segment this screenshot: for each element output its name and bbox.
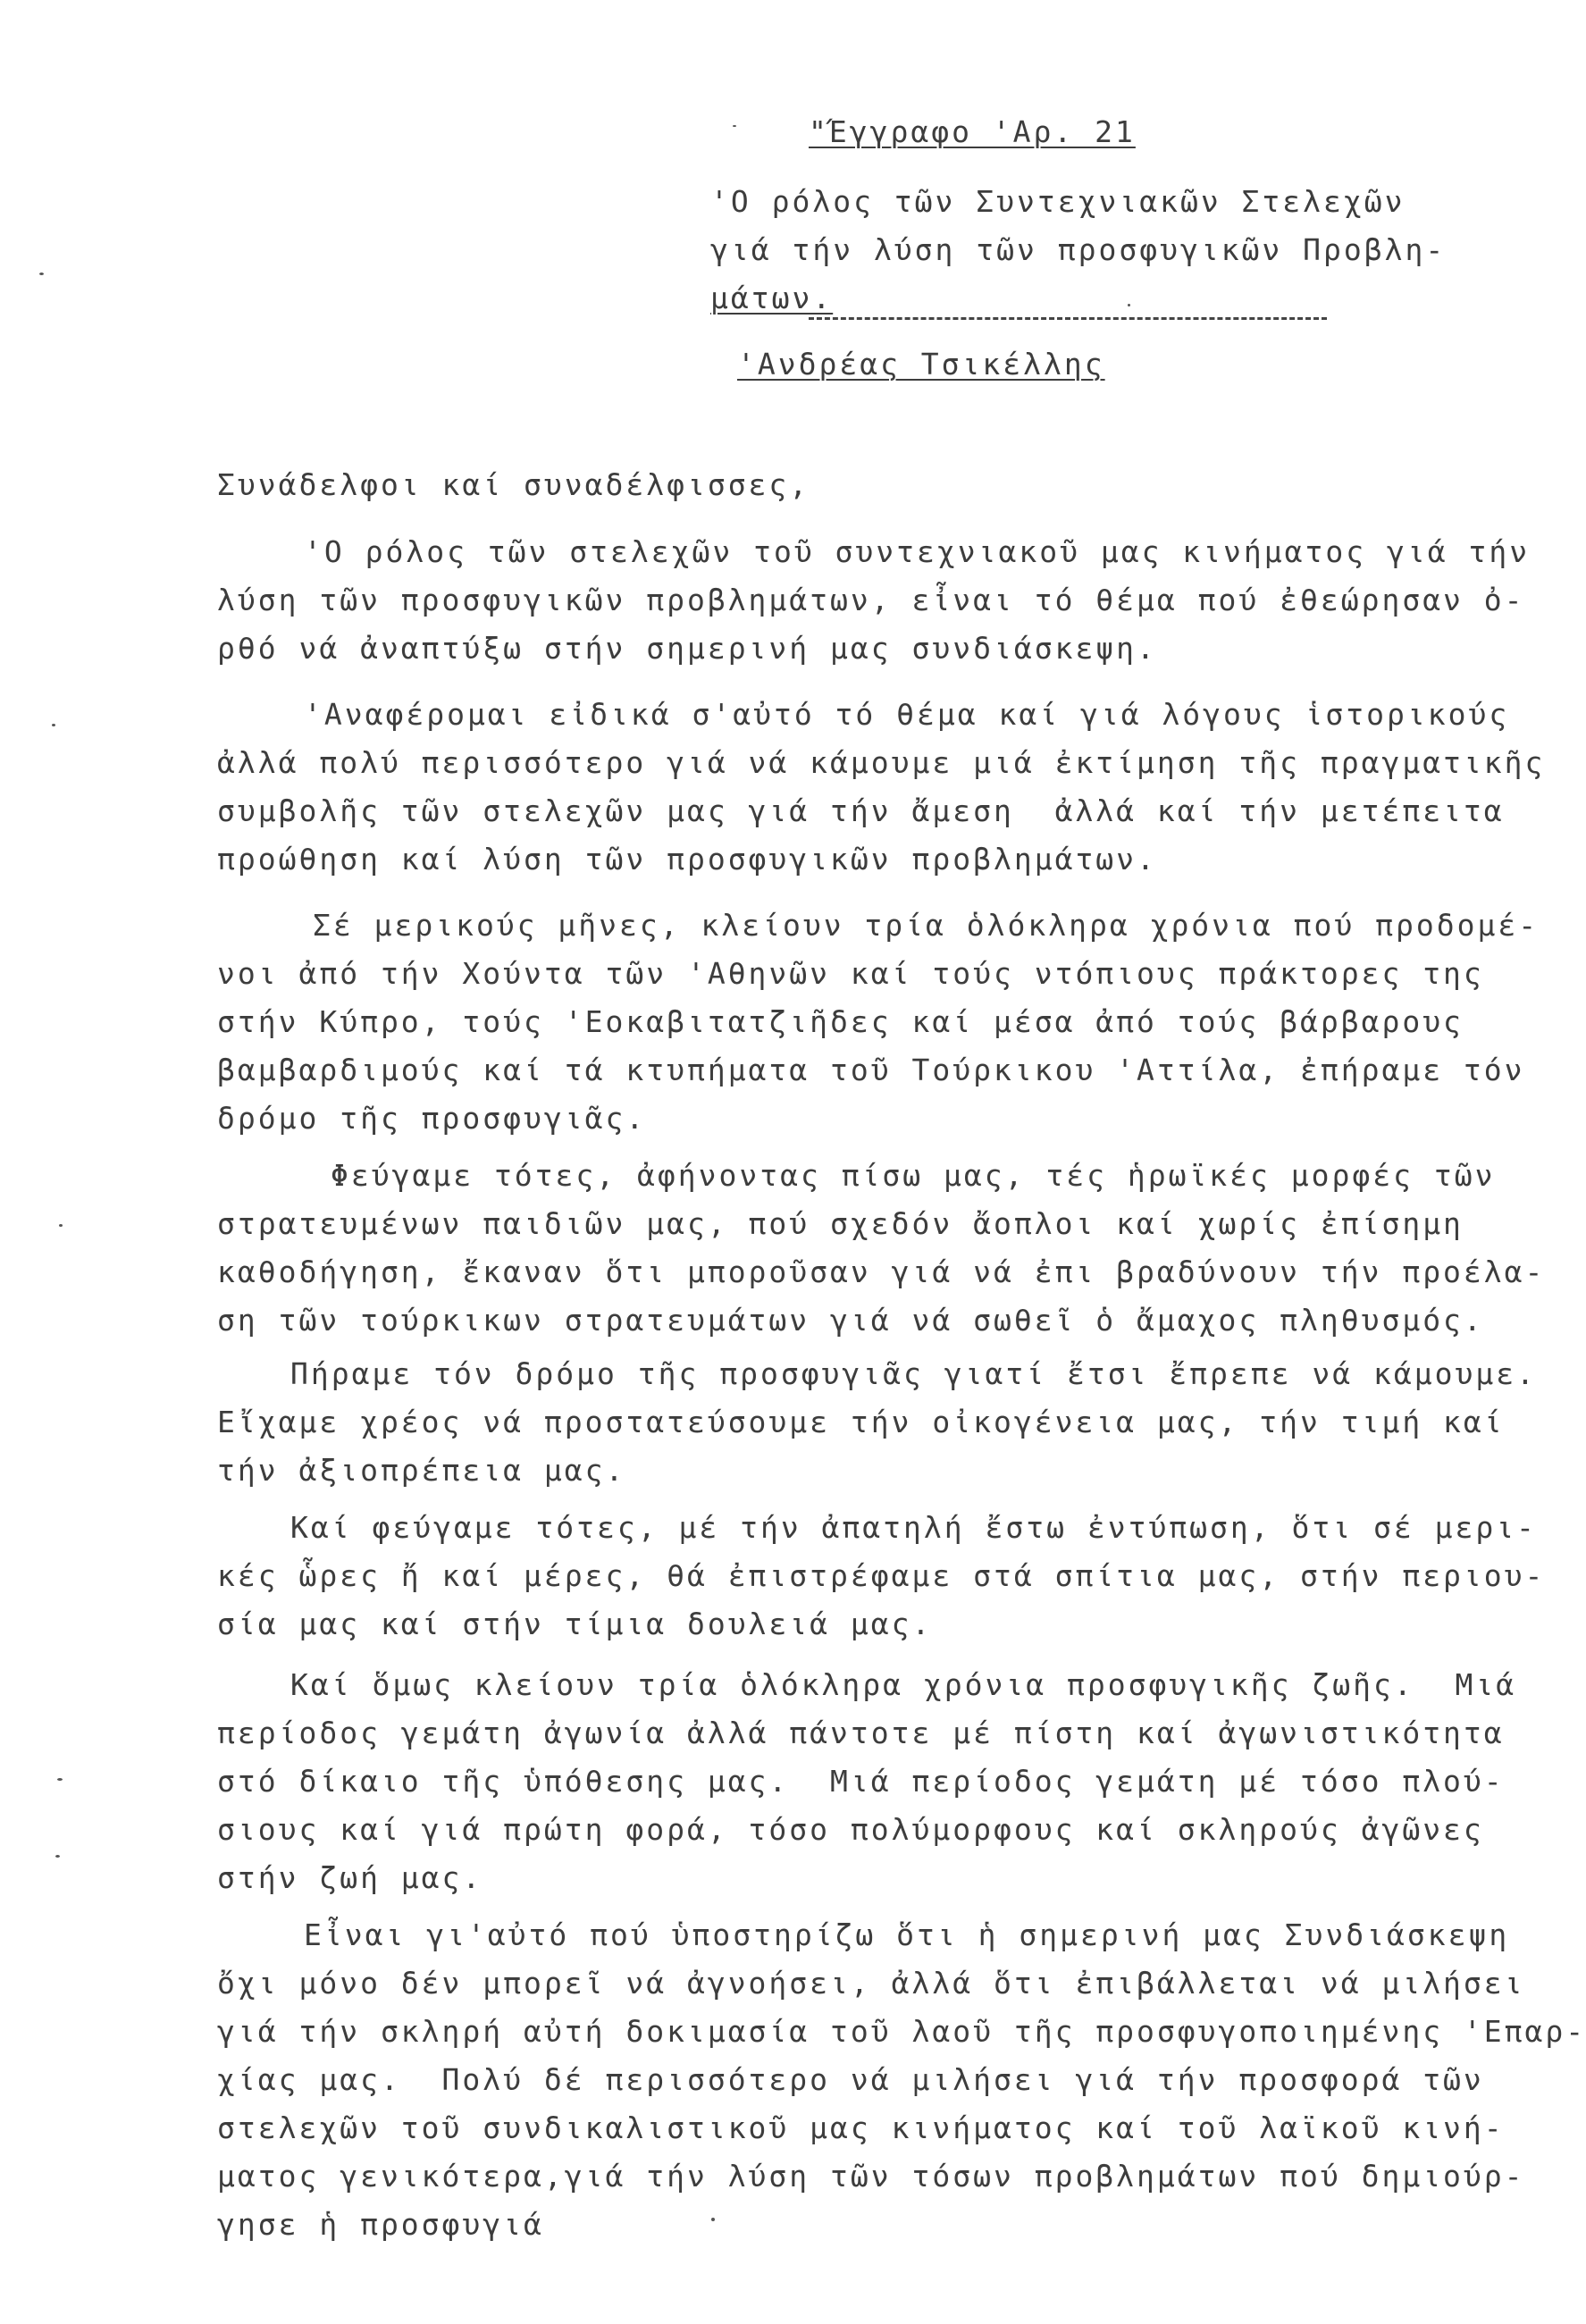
scan-speck — [55, 1855, 60, 1858]
document-title-line-3: μάτων. — [710, 281, 834, 315]
paragraph-1-line-1: 'Ο ρόλος τῶν στελεχῶν τοῦ συντεχνιακοῦ μας κινήματος γιά τήν — [304, 534, 1531, 569]
paragraph-8-line-4: χίας μας. Πολύ δέ περισσότερο νά μιλήσει γιά τήν προσφορά τῶν — [217, 2062, 1484, 2097]
scan-speck — [57, 1778, 63, 1781]
paragraph-7-line-5: στήν ζωή μας. — [217, 1860, 483, 1895]
document-title-line-2: γιά τήν λύση τῶν προσφυγικῶν Προβλη- — [710, 232, 1447, 267]
title-underline-rule — [809, 317, 1327, 320]
paragraph-8-line-5: στελεχῶν τοῦ συνδικαλιστικοῦ μας κινήματος καί τοῦ λαϊκοῦ κινή- — [217, 2110, 1505, 2145]
paragraph-3-line-4: βαμβαρδιμούς καί τά κτυπήματα τοῦ Τούρκικου 'Αττίλα, ἐπήραμε τόν — [217, 1053, 1525, 1087]
paragraph-2-line-1: 'Αναφέρομαι εἰδικά σ'αὐτό τό θέμα καί γιά λόγους ἱστορικούς — [304, 697, 1510, 732]
paragraph-8-line-3: γιά τήν σκληρή αὐτή δοκιμασία τοῦ λαοῦ τῆς προσφυγοποιημένης 'Επαρ- — [217, 2014, 1586, 2049]
paragraph-3-line-1: Σέ μερικούς μῆνες, κλείουν τρία ὁλόκληρα χρόνια πού προδομέ- — [313, 908, 1540, 943]
paragraph-7-line-4: σιους καί γιά πρώτη φορά, τόσο πολύμορφους καί σκληρούς ἀγῶνες — [217, 1812, 1484, 1847]
paragraph-4-line-3: καθοδήγηση, ἔκαναν ὅτι μποροῦσαν γιά νά ἐπι βραδύνουν τήν προέλα- — [217, 1254, 1546, 1289]
document-number: "Έγγραφο 'Αρ. 21 — [809, 114, 1136, 149]
paragraph-4-line-4: ση τῶν τούρκικων στρατευμάτων γιά νά σωθεῖ ὁ ἄμαχος πληθυσμός. — [217, 1303, 1484, 1338]
paragraph-4-line-1: Φεύγαμε τότες, ἀφήνοντας πίσω μας, τές ἡρωϊκές μορφές τῶν — [331, 1158, 1496, 1193]
document-title-line-1: 'Ο ρόλος τῶν Συντεχνιακῶν Στελεχῶν — [710, 184, 1406, 219]
paragraph-4-line-2: στρατευμένων παιδιῶν μας, πού σχεδόν ἄοπλοι καί χωρίς ἐπίσημη — [217, 1206, 1464, 1241]
paragraph-8-line-1: Εἶναι γι'αὐτό πού ὑποστηρίζω ὅτι ἡ σημερινή μας Συνδιάσκεψη — [304, 1917, 1510, 1952]
paragraph-6-line-2: κές ὧρες ἤ καί μέρες, θά ἐπιστρέφαμε στά σπίτια μας, στήν περιου- — [217, 1558, 1546, 1593]
paragraph-5-line-1: Πήραμε τόν δρόμο τῆς προσφυγιᾶς γιατί ἔτσι ἔπρεπε νά κάμουμε. — [290, 1356, 1537, 1391]
scan-speck — [1128, 304, 1130, 306]
salutation: Συνάδελφοι καί συναδέλφισσες, — [217, 467, 810, 502]
paragraph-8-line-7: γησε ἡ προσφυγιά — [217, 2207, 544, 2242]
paragraph-1-line-2: λύση τῶν προσφυγικῶν προβλημάτων, εἶναι τό θέμα πού ἐθεώρησαν ὀ- — [217, 583, 1525, 617]
paragraph-2-line-2: ἀλλά πολύ περισσότερο γιά νά κάμουμε μιά ἐκτίμηση τῆς πραγματικῆς — [217, 745, 1546, 780]
scan-speck — [733, 125, 736, 127]
paragraph-7-line-3: στό δίκαιο τῆς ὑπόθεσης μας. Μιά περίοδος γεμάτη μέ τόσο πλού- — [217, 1764, 1505, 1799]
paragraph-6-line-3: σία μας καί στήν τίμια δουλειά μας. — [217, 1607, 933, 1641]
scan-speck — [52, 724, 55, 726]
paragraph-3-line-3: στήν Κύπρο, τούς 'Εοκαβιτατζιῆδες καί μέσα ἀπό τούς βάρβαρους — [217, 1004, 1464, 1039]
scan-speck — [39, 273, 44, 275]
paragraph-8-line-2: ὄχι μόνο δέν μπορεῖ νά ἀγνοήσει, ἀλλά ὅτι ἐπιβάλλεται νά μιλήσει — [217, 1966, 1525, 2001]
paragraph-2-line-3: συμβολῆς τῶν στελεχῶν μας γιά τήν ἄμεση ἀλλά καί τήν μετέπειτα — [217, 793, 1505, 828]
paragraph-7-line-1: Καί ὅμως κλείουν τρία ὁλόκληρα χρόνια προσφυγικῆς ζωῆς. Μιά — [290, 1667, 1517, 1702]
paragraph-3-line-2: νοι ἀπό τήν Χούντα τῶν 'Αθηνῶν καί τούς ντόπιους πράκτορες της — [217, 956, 1484, 991]
scan-speck — [711, 2218, 715, 2221]
paragraph-8-line-6: ματος γενικότερα,γιά τήν λύση τῶν τόσων προβλημάτων πού δημιούρ- — [217, 2159, 1525, 2194]
paragraph-2-line-4: προώθηση καί λύση τῶν προσφυγικῶν προβλημάτων. — [217, 842, 1157, 877]
scan-speck — [59, 1224, 63, 1227]
paragraph-7-line-2: περίοδος γεμάτη ἀγωνία ἀλλά πάντοτε μέ πίστη καί ἀγωνιστικότητα — [217, 1716, 1505, 1750]
paragraph-5-line-3: τήν ἀξιοπρέπεια μας. — [217, 1453, 626, 1488]
paragraph-1-line-3: ρθό νά ἀναπτύξω στήν σημερινή μας συνδιάσκεψη. — [217, 631, 1157, 666]
author-name: 'Ανδρέας Τσικέλλης — [737, 347, 1105, 382]
paragraph-3-line-5: δρόμο τῆς προσφυγιᾶς. — [217, 1101, 647, 1136]
paragraph-6-line-1: Καί φεύγαμε τότες, μέ τήν ἀπατηλή ἔστω ἐντύπωση, ὅτι σέ μερι- — [290, 1510, 1537, 1545]
paragraph-5-line-2: Εἴχαμε χρέος νά προστατεύσουμε τήν οἰκογένεια μας, τήν τιμή καί — [217, 1405, 1505, 1439]
